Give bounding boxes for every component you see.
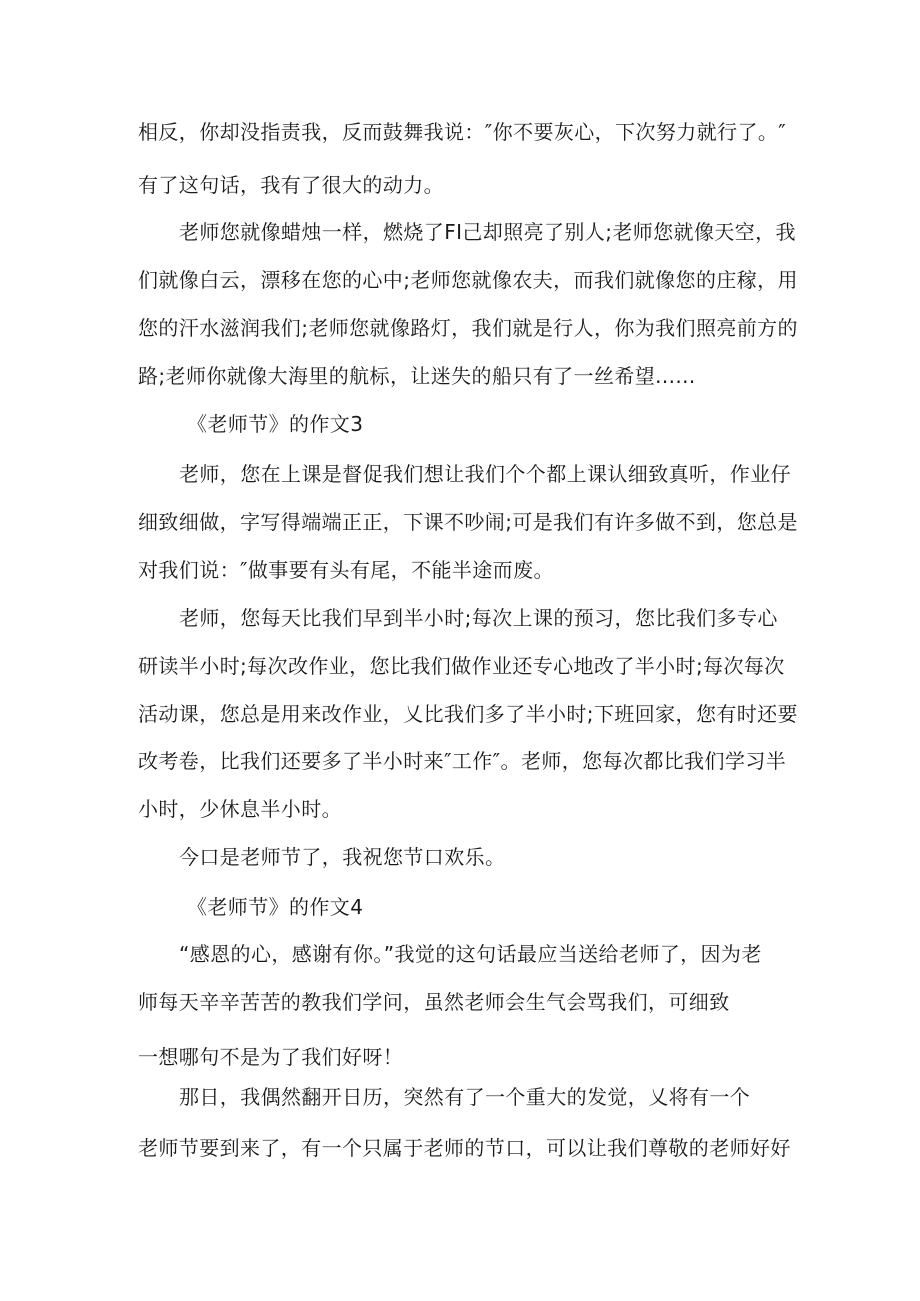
- paragraph-line: “感恩的心，感谢有你。”我觉的这句话最应当送给老师了，因为老: [179, 942, 762, 966]
- paragraph-line: 那日，我偶然翻开日历，突然有了一个重大的发觉，乂将有一个: [179, 1085, 751, 1109]
- paragraph-line: 今口是老师节了，我祝您节口欢乐。: [179, 845, 506, 869]
- text-line: 研读半小时;每次改作业，您比我们做作业还专心地改了半小时;每次每次: [138, 654, 785, 678]
- text-line: 改考卷，比我们还要多了半小时来″工作″。老师，您每次都比我们学习半: [138, 749, 787, 773]
- text-line: 们就像白云，漂移在您的心中;老师您就像农夫，而我们就像您的庄稼，用: [138, 268, 798, 292]
- text-line: 有了这句话，我有了很大的动力。: [138, 173, 444, 197]
- paragraph-line: 老师，您每天比我们早到半小时;每次上课的预习，您比我们多专心: [179, 606, 778, 630]
- text-line: 路;老师你就像大海里的航标，让迷失的船只有了一丝希望......: [138, 364, 696, 388]
- text-line: 活动课，您总是用来改作业，乂比我们多了半小时;下班回家，您有时还要: [138, 702, 798, 726]
- paragraph-line: 老师，您在上课是督促我们想让我们个个都上课认细致真听，作业仔: [179, 462, 791, 486]
- text-line: 老师节要到来了，有一个只属于老师的节口，可以让我们尊敬的老师好好: [138, 1136, 791, 1160]
- text-line: 相反，你却没指责我，反而鼓舞我说：″你不要灰心，下次努力就行了。″: [138, 120, 787, 144]
- section-heading: 《老师节》的作文4: [187, 895, 364, 919]
- text-line: 师每天辛辛苦苦的教我们学问，虽然老师会生气会骂我们，可细致: [138, 990, 730, 1014]
- text-line: 细致细做，字写得端端正正，下课不吵闹;可是我们有许多做不到，您总是: [138, 510, 798, 534]
- paragraph-line: 老师您就像蜡烛一样，燃烧了FI己却照亮了别人;老师您就像天空，我: [179, 220, 796, 244]
- text-line: 一想哪句不是为了我们好呀！: [138, 1045, 404, 1069]
- text-line: 您的汗水滋润我们;老师您就像路灯，我们就是行人，你为我们照亮前方的: [138, 316, 798, 340]
- text-line: 对我们说：″做事要有头有尾，不能半途而废。: [138, 558, 554, 582]
- section-heading: 《老师节》的作文3: [187, 412, 364, 436]
- text-line: 小时，少休息半小时。: [138, 797, 342, 821]
